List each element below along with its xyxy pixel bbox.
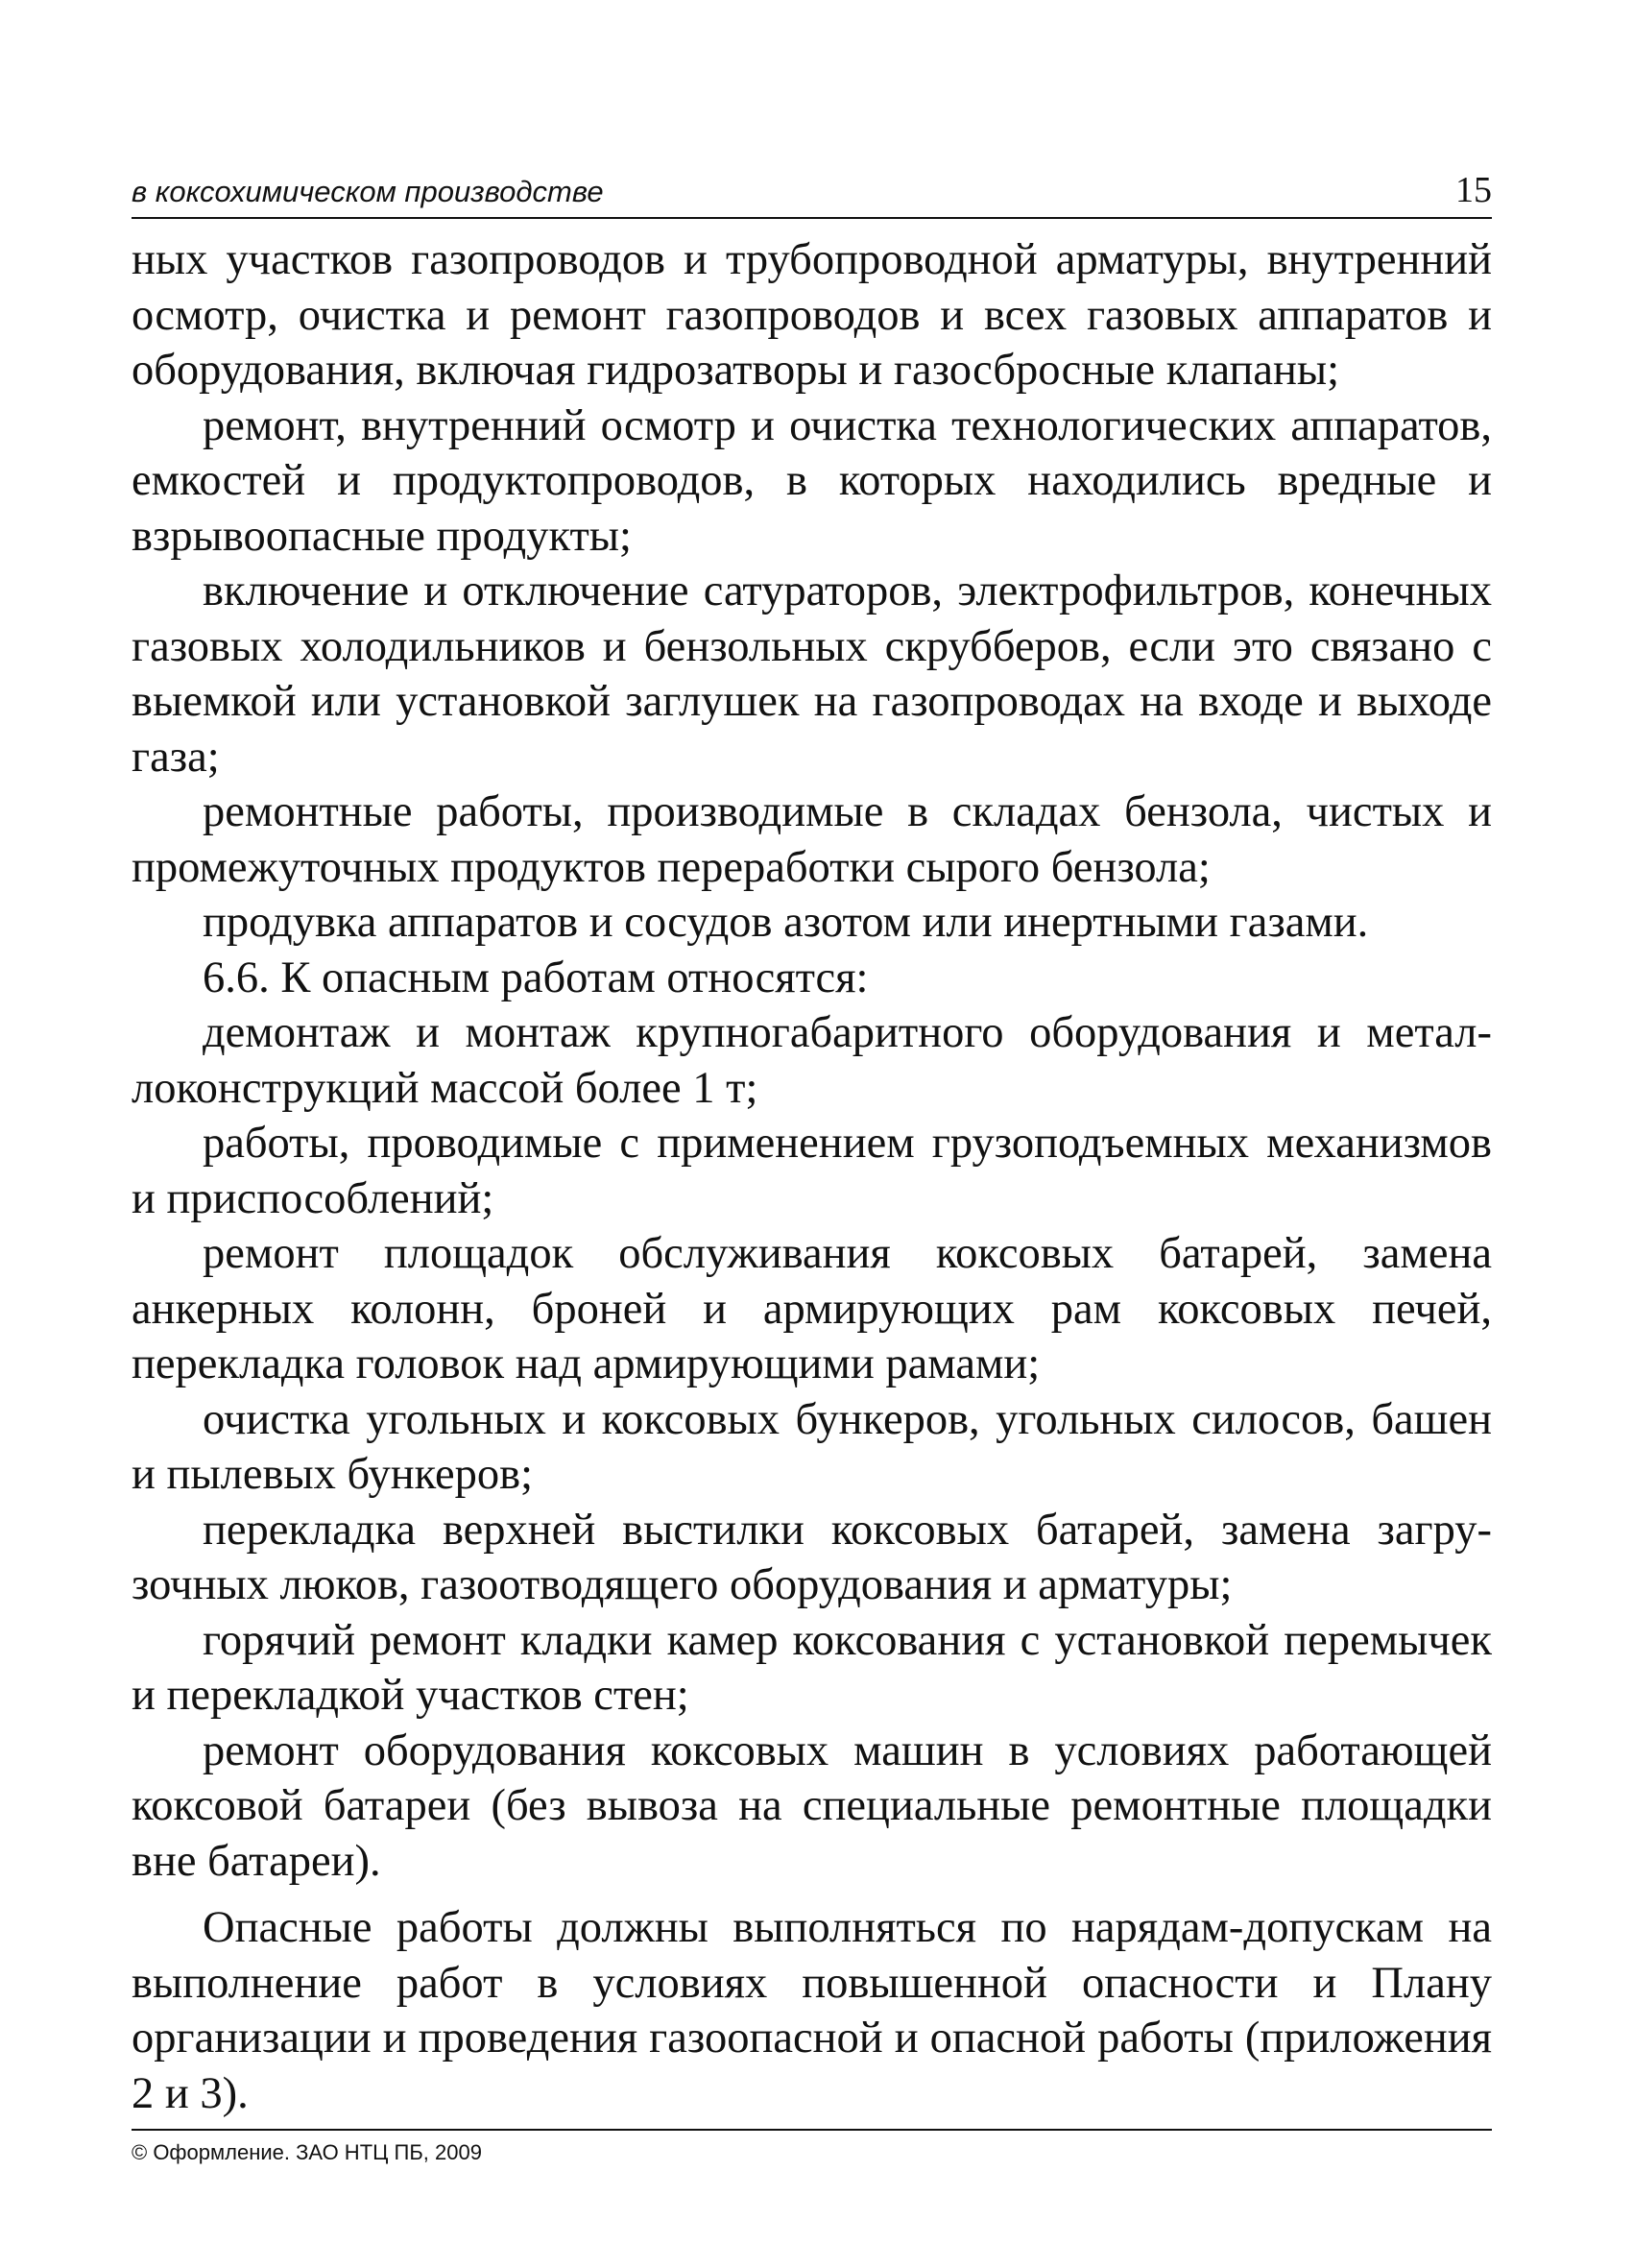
paragraph: ремонт, внутренний осмотр и очистка технологических аппаратов, емкостей и продуктопроводов, в которых находились вредные и взрывоопасные продукты; [132, 400, 1492, 561]
paragraph-continued: ных участков газопроводов и трубопроводной арматуры, внутренний осмотр, очистка и ремонт газопроводов и всех газовых аппаратов и оборудования, включая гидрозатворы и газосбросные клапаны; [132, 235, 1492, 395]
paragraph: включение и отключение сатураторов, электрофильтров, конечных газовых холодильников и бензольных скрубберов, если это связано с выемкой или установкой заглушек на газопроводах на входе и выходе газа; [132, 567, 1492, 782]
paragraph: работы, проводимые с применением грузоподъемных механизмов и приспособлений; [132, 1119, 1492, 1223]
paragraph: ремонт оборудования коксовых машин в условиях работающей коксовой батареи (без вывоза на специальные ремонтные площадки вне батареи). [132, 1725, 1492, 1886]
page-footer [132, 2129, 1492, 2165]
paragraph: перекладка верхней выстилки коксовых батарей, замена загрузочных люков, газоотводящего оборудования и арматуры; [132, 1505, 1492, 1609]
page-number: 15 [1455, 170, 1492, 210]
paragraph: ремонт площадок обслуживания коксовых батарей, замена анкерных колонн, броней и армирующих рам коксовых печей, перекладка головок над армирующими рамами; [132, 1229, 1492, 1388]
section-heading-paragraph: 6.6. К опасным работам относятся: [203, 953, 869, 1002]
running-title: в коксохимическом производстве [132, 175, 604, 208]
body-text [132, 232, 1492, 2121]
paragraph: очистка угольных и коксовых бункеров, угольных силосов, башен и пылевых бункеров; [132, 1394, 1492, 1499]
copyright-note: © Оформление. ЗАО НТЦ ПБ, 2009 [132, 2140, 482, 2164]
paragraph: демонтаж и монтаж крупногабаритного оборудования и металлоконструкций массой более 1 т; [132, 1008, 1492, 1113]
running-header [132, 161, 1492, 219]
paragraph: продувка аппаратов и сосудов азотом или инертными газами. [203, 898, 1369, 947]
paragraph: Опасные работы должны выполняться по нарядам-допускам на выполнение работ в условиях повышенной опасности и Плану организации и проведения газоопасной и опасной работы (приложения 2 и 3). [132, 1903, 1492, 2118]
paragraph: ремонтные работы, производимые в складах бензола, чистых и промежуточных продуктов переработки сырого бензола; [132, 787, 1492, 892]
paragraph: горячий ремонт кладки камер коксования с установкой перемычек и перекладкой участков стен; [132, 1615, 1492, 1720]
